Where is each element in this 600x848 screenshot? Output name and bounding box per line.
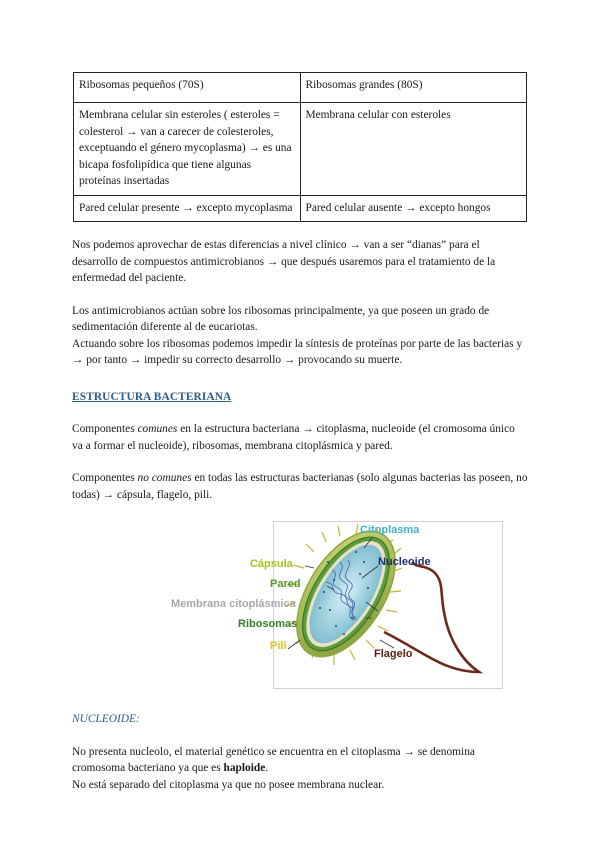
figure-label-nucleoide: Nucleoide <box>378 556 431 568</box>
table-row <box>74 73 527 103</box>
figure-label-capsula: Cápsula <box>250 558 293 570</box>
text-run: No presenta nucleolo, el material genético se encuentra en el citoplasma → se denomina cromosoma bacteriano ya que es <box>72 745 475 774</box>
bold-text: haploide <box>223 762 266 774</box>
figure-label-ribosomas: Ribosomas <box>238 618 298 630</box>
subheading-nucleoide: NUCLEOIDE: <box>72 713 140 725</box>
table-cell: Pared celular ausente → excepto hongos <box>300 195 527 222</box>
text-run: Componentes <box>72 423 138 435</box>
text-run: en la estructura bacteriana → citoplasma, nucleoide (el cromosoma único va a formar el nucleoide), ribosomas, membrana citoplásmica y pared. <box>72 423 515 452</box>
paragraph-no-membrane: No está separado del citoplasma ya que no posee membrana nuclear. <box>72 778 385 791</box>
table-cell: Membrana celular sin esteroles ( esteroles = colesterol → van a carecer de colesteroles, exceptuando el género mycoplasma) → es una bicapa fosfolipídica que tiene algunas proteínas insertadas <box>74 103 301 196</box>
emphasis-text: comunes <box>137 423 178 435</box>
figure-label-pared: Pared <box>270 578 301 590</box>
paragraph-uncommon-components <box>72 470 528 503</box>
table-row <box>74 103 527 196</box>
table-cell: Membrana celular con esteroles <box>300 103 527 196</box>
table-row <box>74 195 527 222</box>
figure-label-flagelo: Flagelo <box>374 648 413 660</box>
emphasis-text: no comunes <box>137 472 192 484</box>
bacteria-figure <box>72 519 528 689</box>
paragraph-antimicrobials: Los antimicrobianos actúan sobre los ribosomas principalmente, ya que poseen un grado de sedimentación diferente al de eucariotas. <box>72 304 490 333</box>
table-cell: Ribosomas grandes (80S) <box>300 73 527 103</box>
text-run: . <box>265 762 269 774</box>
figure-label-pili: Pili <box>270 640 287 652</box>
paragraph-ribosome-action: Actuando sobre los ribosomas podemos impedir la síntesis de proteínas por parte de las bacterias y → por tanto → impedir su correcto desarrollo → provocando su muerte. <box>72 337 523 366</box>
paragraph-nucleoide <box>72 744 528 777</box>
section-heading: ESTRUCTURA BACTERIANA <box>72 390 232 403</box>
figure-label-membrana: Membrana citoplásmica <box>171 598 296 610</box>
paragraph-clinical: Nos podemos aprovechar de estas diferencias a nivel clínico → van a ser “dianas” para el desarrollo de compuestos antimicrobianos → que después usaremos para el tratamiento de la enfermedad del paciente. <box>72 239 496 284</box>
table-cell: Ribosomas pequeños (70S) <box>74 73 301 103</box>
figure-frame <box>171 521 503 689</box>
figure-label-citoplasma: Citoplasma <box>360 524 420 536</box>
document-page <box>72 72 528 793</box>
ribosome-comparison-table <box>73 72 527 222</box>
paragraph-common-components <box>72 421 528 454</box>
table-cell: Pared celular presente → excepto mycoplasma <box>74 195 301 222</box>
bacterium-illustration <box>274 522 502 688</box>
text-run: Componentes <box>72 472 138 484</box>
text-run: en todas las estructuras bacterianas (solo algunas bacterias las poseen, no todas) → cápsula, flagelo, pili. <box>72 472 528 501</box>
